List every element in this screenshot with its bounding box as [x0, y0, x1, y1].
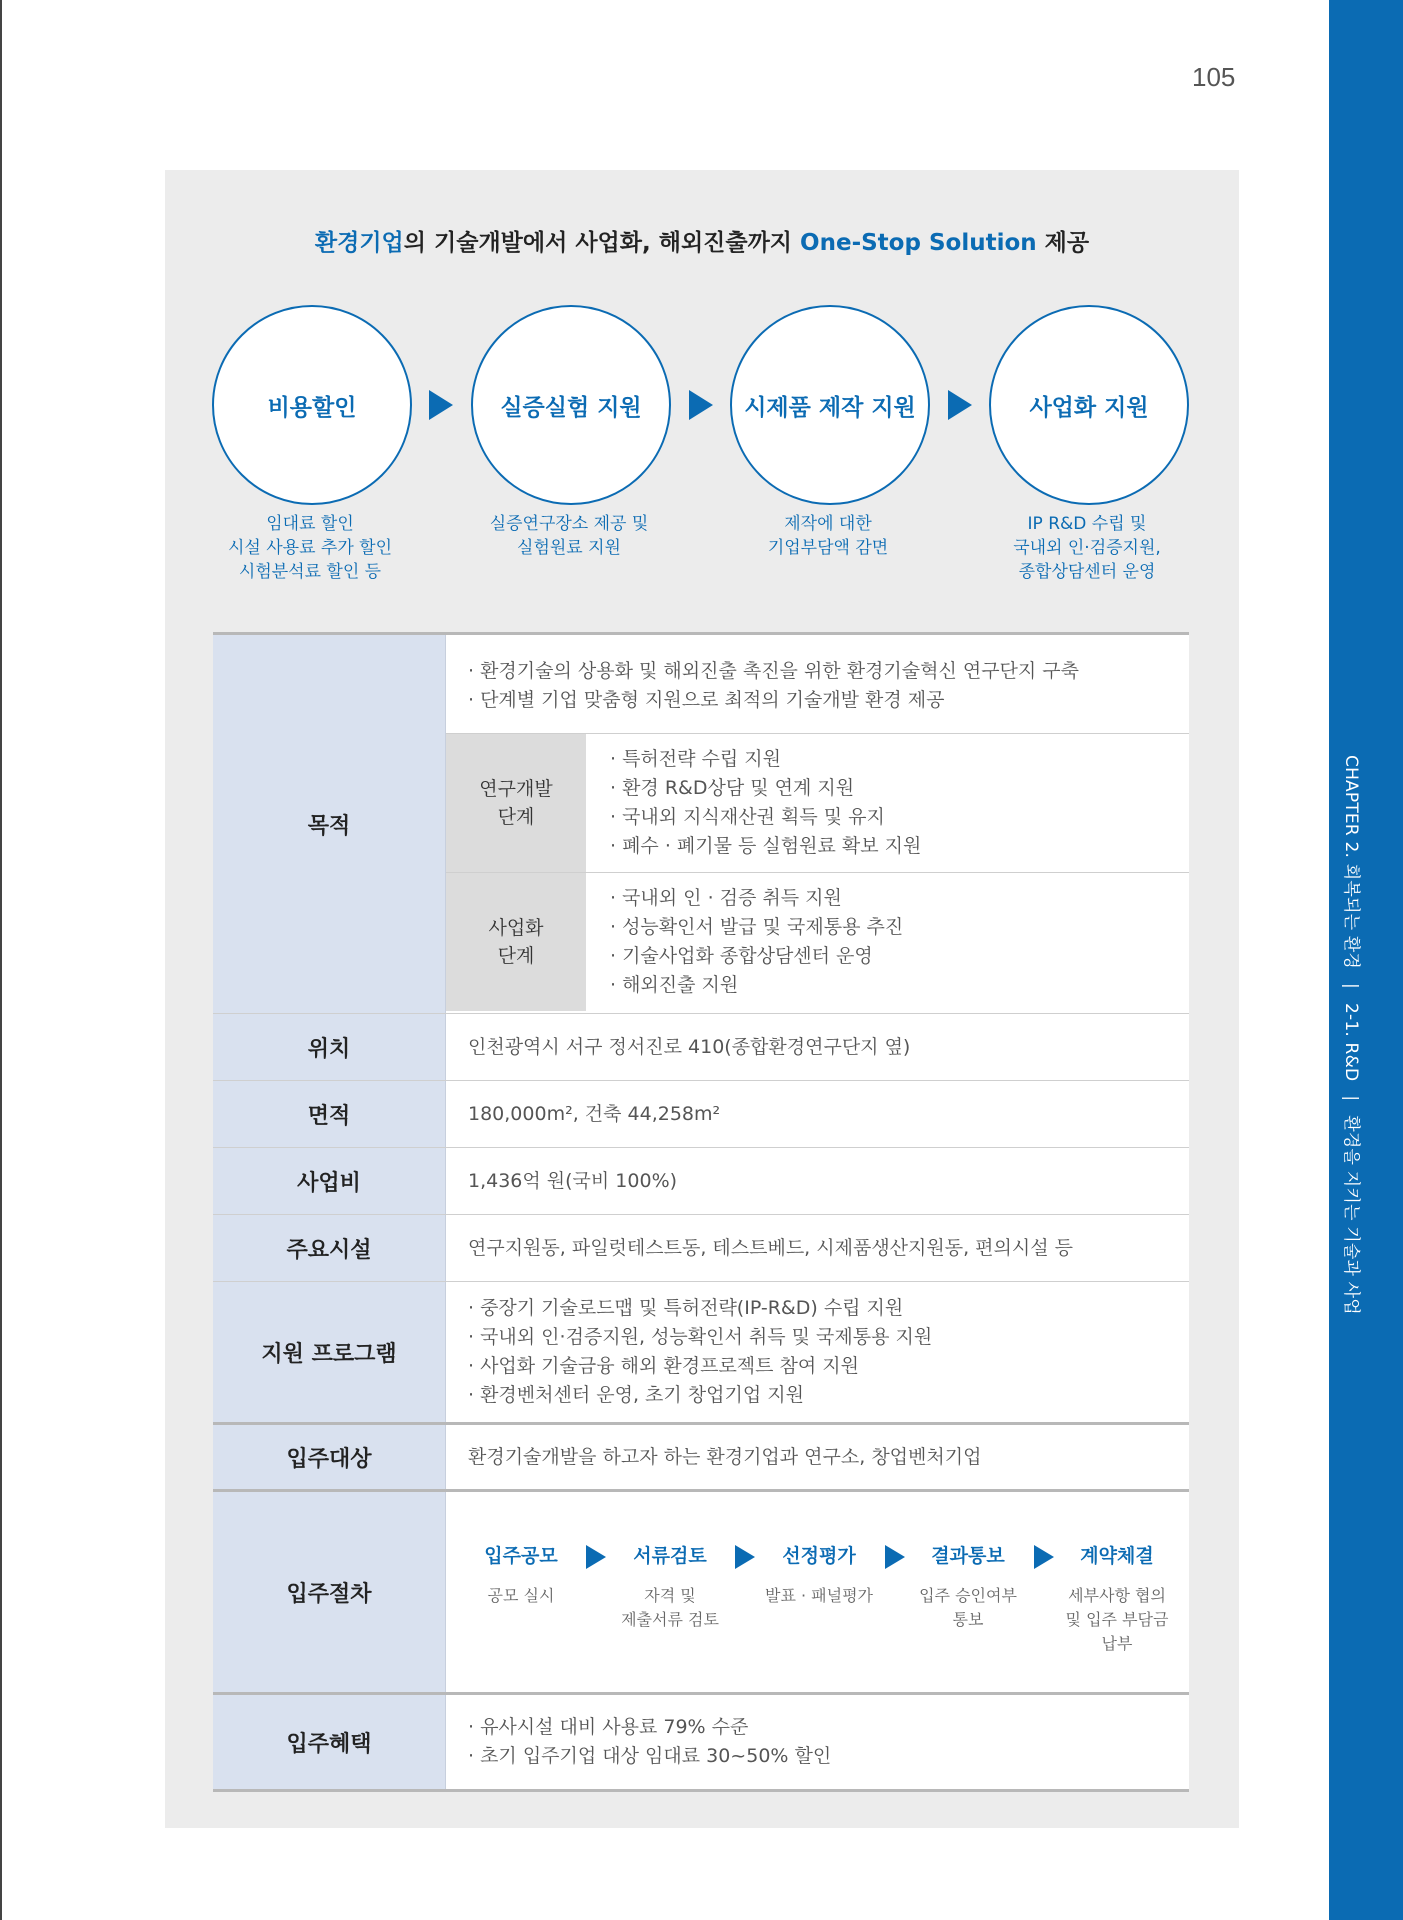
row-content [446, 635, 1189, 1013]
row-content [446, 1282, 1189, 1422]
bullet-item: · 유사시설 대비 사용료 79% 수준 [468, 1716, 749, 1738]
flow-arrow-icon [689, 390, 713, 420]
table-row-procedure [213, 1492, 1189, 1695]
sidebar-separator: | [1341, 1095, 1361, 1102]
table-row-purpose [213, 635, 1189, 1014]
flow-step-desc [713, 512, 943, 560]
row-value: 연구지원동, 파일럿테스트동, 테스트베드, 시제품생산지원동, 편의시설 등 [468, 1236, 1073, 1259]
sidebar-chapter: CHAPTER 2. 회복되는 환경 [1341, 755, 1361, 970]
procedure-step [744, 1542, 894, 1608]
flow-arrow-icon [948, 390, 972, 420]
procedure-desc-line: 공모 실시 [487, 1586, 555, 1605]
procedure-step-title: 결과통보 [931, 1545, 1005, 1567]
flow-step-circle [989, 305, 1189, 505]
table-row-budget [213, 1148, 1189, 1215]
info-panel [165, 170, 1239, 1828]
table-row-location [213, 1014, 1189, 1081]
flow-desc-line: 제작에 대한 [784, 514, 872, 534]
flow-step-title: 실증실험 지원 [500, 394, 642, 421]
stage-label-line: 연구개발 [479, 778, 553, 800]
table-row-facilities [213, 1215, 1189, 1282]
bullet-item: · 기술사업화 종합상담센터 운영 [610, 945, 873, 967]
stage-label [446, 873, 586, 1011]
row-label: 목적 [213, 635, 446, 1013]
procedure-step-title: 서류검토 [633, 1545, 707, 1567]
procedure-step-desc [744, 1584, 894, 1608]
headline-middle: 의 기술개발에서 사업화, 해외진출까지 [403, 230, 801, 256]
flow-desc-line: 기업부담액 감면 [767, 538, 889, 558]
bullet-item: · 특허전략 수립 지원 [610, 748, 781, 770]
flow-desc-line: IP R&D 수립 및 [1027, 514, 1147, 534]
bullet-item: · 폐수 · 폐기물 등 실험원료 확보 지원 [610, 835, 922, 857]
bullet-item: · 사업화 기술금융 해외 환경프로젝트 참여 지원 [468, 1355, 860, 1377]
sidebar-section: 2-1. R&D [1341, 1002, 1361, 1082]
procedure-step-desc [446, 1584, 596, 1608]
bullet-item: · 단계별 기업 맞춤형 지원으로 최적의 기술개발 환경 제공 [468, 689, 945, 711]
procedure-desc-line: 제출서류 검토 [621, 1610, 719, 1629]
stage-items [586, 873, 1189, 1011]
flow-step-title: 사업화 지원 [1029, 394, 1149, 421]
stage-items [586, 734, 1189, 872]
procedure-desc-line: 세부사항 협의 [1068, 1586, 1166, 1605]
row-label: 면적 [213, 1081, 446, 1147]
table-row-program [213, 1282, 1189, 1425]
row-label: 입주혜택 [213, 1695, 446, 1789]
procedure-step-desc [893, 1584, 1043, 1632]
flow-desc-line: 종합상담센터 운영 [1018, 562, 1156, 582]
stage-row-business [446, 872, 1189, 1011]
sidebar-topic: 환경을 지키는 기술과 사업 [1341, 1115, 1361, 1315]
procedure-step [446, 1542, 596, 1608]
purpose-intro [446, 637, 1189, 733]
bullet-item: · 중장기 기술로드맵 및 특허전략(IP-R&D) 수립 지원 [468, 1297, 904, 1319]
flow-desc-line: 실험원료 지원 [517, 538, 621, 558]
bullet-item: · 해외진출 지원 [610, 974, 739, 996]
flow-arrow-icon [429, 390, 453, 420]
panel-headline [165, 224, 1239, 257]
stage-label [446, 734, 586, 872]
bullet-item: · 환경 R&D상담 및 연계 지원 [610, 777, 855, 799]
procedure-step [893, 1542, 1043, 1632]
procedure-desc-line: 납부 [1101, 1634, 1133, 1653]
procedure-desc-line: 및 입주 부담금 [1065, 1610, 1169, 1629]
stage-row-research [446, 733, 1189, 872]
headline-brand: One-Stop Solution [800, 230, 1037, 256]
chapter-sidebar-text [1341, 755, 1366, 1315]
procedure-step-title: 계약체결 [1080, 1545, 1154, 1567]
procedure-step-desc [595, 1584, 745, 1632]
bullet-item: · 환경기술의 상용화 및 해외진출 촉진을 위한 환경기술혁신 연구단지 구축 [468, 660, 1080, 682]
table-row-target [213, 1425, 1189, 1492]
row-label: 위치 [213, 1014, 446, 1080]
row-content [446, 1695, 1189, 1789]
bullet-item: · 국내외 인 · 검증 취득 지원 [610, 887, 842, 909]
row-value: 1,436억 원(국비 100%) [468, 1169, 678, 1192]
stage-label-line: 단계 [497, 945, 535, 967]
stage-label-line: 사업화 [488, 917, 544, 939]
bullet-item: · 환경벤처센터 운영, 초기 창업기업 지원 [468, 1384, 804, 1406]
page-number: 105 [1192, 62, 1236, 92]
info-table [213, 632, 1189, 1792]
procedure-flow [446, 1492, 1189, 1692]
page-edge-line [0, 0, 2, 1920]
bullet-item: · 초기 입주기업 대상 임대료 30~50% 할인 [468, 1745, 832, 1767]
procedure-step [1042, 1542, 1192, 1656]
flow-step-circle [471, 305, 671, 505]
flow-step-desc [454, 512, 684, 560]
headline-highlight: 환경기업 [314, 230, 404, 256]
row-label: 입주절차 [213, 1492, 446, 1692]
procedure-step-title: 선정평가 [782, 1545, 856, 1567]
table-row-benefit [213, 1695, 1189, 1789]
procedure-step-desc [1042, 1584, 1192, 1656]
table-row-area [213, 1081, 1189, 1148]
procedure-step [595, 1542, 745, 1632]
bullet-item: · 성능확인서 발급 및 국제통용 추진 [610, 916, 904, 938]
procedure-desc-line: 통보 [952, 1610, 984, 1629]
flow-step-title: 비용할인 [267, 394, 357, 421]
procedure-desc-line: 자격 및 [644, 1586, 696, 1605]
procedure-step-title: 입주공모 [484, 1545, 558, 1567]
flow-desc-line: 국내외 인·검증지원, [1013, 538, 1161, 558]
row-label: 주요시설 [213, 1215, 446, 1281]
bullet-item: · 국내외 인·검증지원, 성능확인서 취득 및 국제통용 지원 [468, 1326, 933, 1348]
row-value: 인천광역시 서구 정서진로 410(종합환경연구단지 옆) [468, 1035, 911, 1058]
sidebar-separator: | [1341, 983, 1361, 989]
procedure-desc-line: 발표 · 패널평가 [765, 1586, 873, 1605]
flow-desc-line: 시설 사용료 추가 할인 [227, 538, 392, 558]
flow-desc-line: 임대료 할인 [266, 514, 354, 534]
headline-end: 제공 [1036, 230, 1090, 256]
bullet-item: · 국내외 지식재산권 획득 및 유지 [610, 806, 885, 828]
row-label: 지원 프로그램 [213, 1282, 446, 1422]
row-label: 입주대상 [213, 1425, 446, 1489]
flow-step-desc [972, 512, 1202, 584]
row-value: 180,000m², 건축 44,258m² [468, 1102, 721, 1125]
flow-step-desc [195, 512, 425, 584]
procedure-desc-line: 입주 승인여부 [919, 1586, 1017, 1605]
row-value: 환경기술개발을 하고자 하는 환경기업과 연구소, 창업벤처기업 [468, 1445, 982, 1468]
flow-desc-line: 실증연구장소 제공 및 [489, 514, 649, 534]
row-label: 사업비 [213, 1148, 446, 1214]
flow-step-circle [730, 305, 930, 505]
flow-desc-line: 시험분석료 할인 등 [238, 562, 382, 582]
flow-step-title: 시제품 제작 지원 [744, 394, 916, 421]
flow-step-circle [212, 305, 412, 505]
stage-label-line: 단계 [497, 806, 535, 828]
